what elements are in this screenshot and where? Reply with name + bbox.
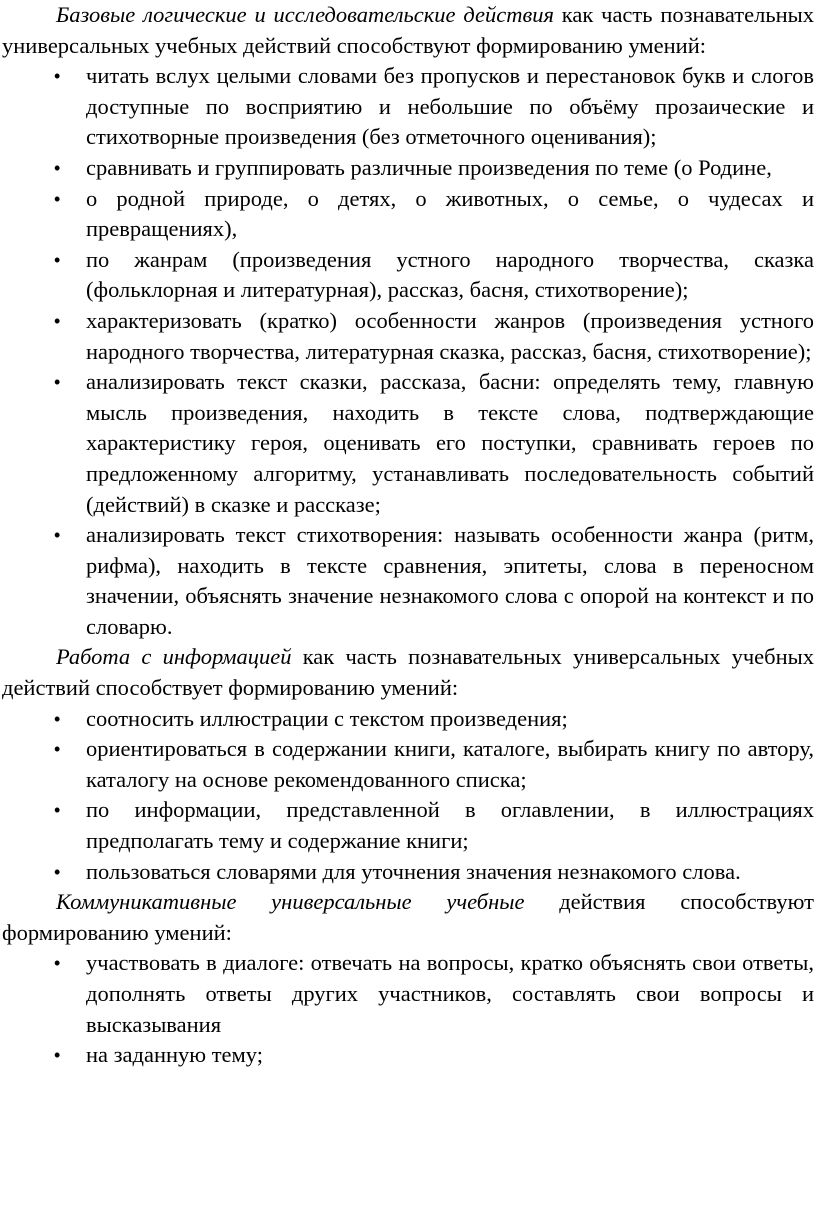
section-intro-communicative	[2, 887, 814, 948]
section-intro-text: действия способствуют формированию умений:	[2, 889, 814, 945]
section-intro-text: как часть познавательных универсальных учебных действий способствует формированию умений:	[2, 644, 815, 701]
section-lead-communicative: Коммуникативные универсальные учебные	[56, 889, 525, 915]
list-item: • ориентироваться в содержании книги, каталоге, выбирать книгу по автору, каталогу на основе рекомендованного списка;	[2, 734, 814, 795]
list-item: • сравнивать и группировать различные произведения по теме (о Родине,	[2, 153, 814, 184]
list-item: • участвовать в диалоге: отвечать на вопросы, кратко объяснять свои ответы, дополнять ответы других участников, составлять свои вопросы и высказывания	[2, 948, 814, 1040]
section-lead-information: Работа с информацией	[56, 644, 292, 670]
list-item: • анализировать текст стихотворения: называть особенности жанра (ритм, рифма), находить в тексте сравнения, эпитеты, слова в переносном значении, объяснять значение незнакомого слова с опорой на контекст и по словарю.	[2, 520, 814, 642]
list-item: • анализировать текст сказки, рассказа, басни: определять тему, главную мысль произведения, находить в тексте слова, подтверждающие характеристику героя, оценивать его поступки, сравнивать героев по предложенному алгоритму, устанавливать последовательность событий (действий) в сказке и рассказе;	[2, 367, 814, 520]
bullet-list-logical	[2, 61, 814, 642]
section-lead-logical: Базовые логические и исследовательские действия	[56, 2, 554, 27]
list-item: • по информации, представленной в оглавлении, в иллюстрациях предполагать тему и содержание книги;	[2, 795, 814, 856]
list-item: • о родной природе, о детях, о животных, о семье, о чудесах и превращениях),	[2, 184, 814, 245]
list-item: • пользоваться словарями для уточнения значения незнакомого слова.	[2, 857, 814, 888]
list-item: • соотносить иллюстрации с текстом произведения;	[2, 704, 814, 735]
list-item: • на заданную тему;	[2, 1040, 814, 1071]
list-item: • читать вслух целыми словами без пропусков и перестановок букв и слогов доступные по восприятию и небольшие по объёму прозаические и стихотворные произведения (без отметочного оценивания);	[2, 61, 814, 153]
section-intro-logical	[2, 0, 814, 61]
bullet-list-information	[2, 704, 814, 888]
list-item: • по жанрам (произведения устного народного творчества, сказка (фольклорная и литературная), рассказ, басня, стихотворение);	[2, 245, 814, 306]
bullet-list-communicative	[2, 948, 814, 1070]
section-intro-text: как часть познавательных универсальных учебных действий способствуют формированию умений:	[2, 2, 814, 58]
section-intro-information	[2, 642, 814, 703]
list-item: • характеризовать (кратко) особенности жанров (произведения устного народного творчества, литературная сказка, рассказ, басня, стихотворение);	[2, 306, 814, 367]
